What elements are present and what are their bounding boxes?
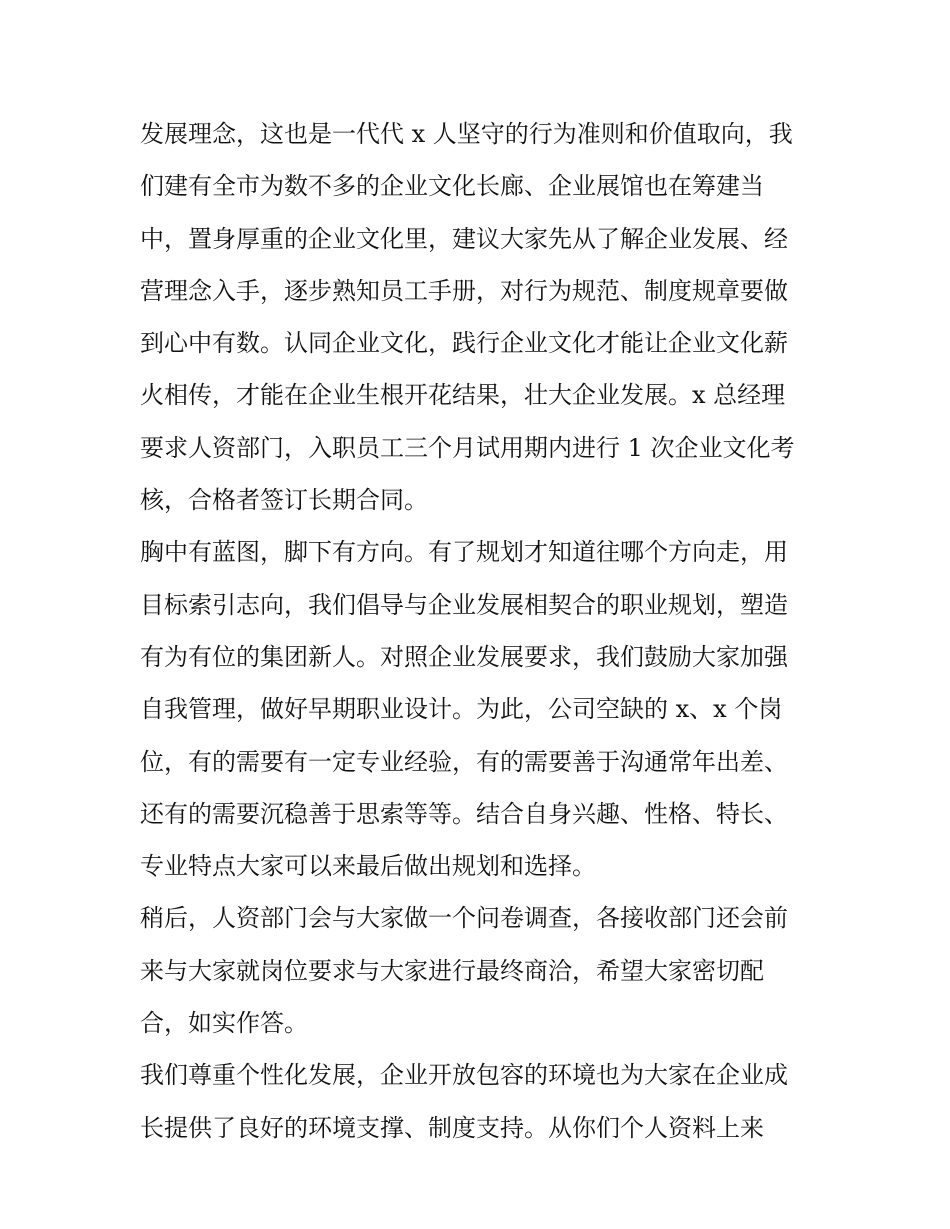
text-line: 胸中有蓝图，脚下有方向。有了规划才知道往哪个方向走，用 <box>140 538 788 567</box>
text-line: 我们尊重个性化发展，企业开放包容的环境也为大家在企业成 <box>140 1061 788 1090</box>
paragraph-career-planning <box>140 526 815 892</box>
text-line: 发展理念，这也是一代代 x 人坚守的行为准则和价值取向，我 <box>140 120 793 148</box>
text-line: 核，合格者签订长期合同。 <box>140 486 428 515</box>
text-line: 还有的需要沉稳善于思索等等。结合自身兴趣、性格、特长、 <box>140 799 788 828</box>
text-line: 要求人资部门，入职员工三个月试用期内进行 1 次企业文化考 <box>140 433 795 462</box>
text-line: 来与大家就岗位要求与大家进行最终商洽，希望大家密切配 <box>140 956 764 985</box>
paragraph-survey <box>140 892 815 1049</box>
text-line: 营理念入手，逐步熟知员工手册，对行为规范、制度规章要做 <box>140 276 788 305</box>
text-line: 稍后，人资部门会与大家做一个问卷调查，各接收部门还会前 <box>140 904 788 933</box>
text-line: 到心中有数。认同企业文化，践行企业文化才能让企业文化薪 <box>140 329 788 358</box>
text-line: 们建有全市为数不多的企业文化长廊、企业展馆也在筹建当 <box>140 172 764 201</box>
paragraph-development <box>140 1049 815 1154</box>
text-line: 有为有位的集团新人。对照企业发展要求，我们鼓励大家加强 <box>140 642 788 671</box>
text-line: 自我管理，做好早期职业设计。为此，公司空缺的 x、x 个岗 <box>140 695 783 724</box>
text-line: 位，有的需要有一定专业经验，有的需要善于沟通常年出差、 <box>140 747 788 776</box>
document-body <box>140 108 815 1154</box>
text-line: 专业特点大家可以来最后做出规划和选择。 <box>140 852 596 881</box>
text-line: 合，如实作答。 <box>140 1009 308 1038</box>
text-line: 目标索引志向，我们倡导与企业发展相契合的职业规划，塑造 <box>140 590 788 619</box>
text-line: 中，置身厚重的企业文化里，建议大家先从了解企业发展、经 <box>140 224 788 253</box>
paragraph-culture <box>140 108 815 526</box>
text-line: 长提供了良好的环境支撑、制度支持。从你们个人资料上来 <box>140 1113 764 1142</box>
text-line: 火相传，才能在企业生根开花结果，壮大企业发展。x 总经理 <box>140 381 786 410</box>
